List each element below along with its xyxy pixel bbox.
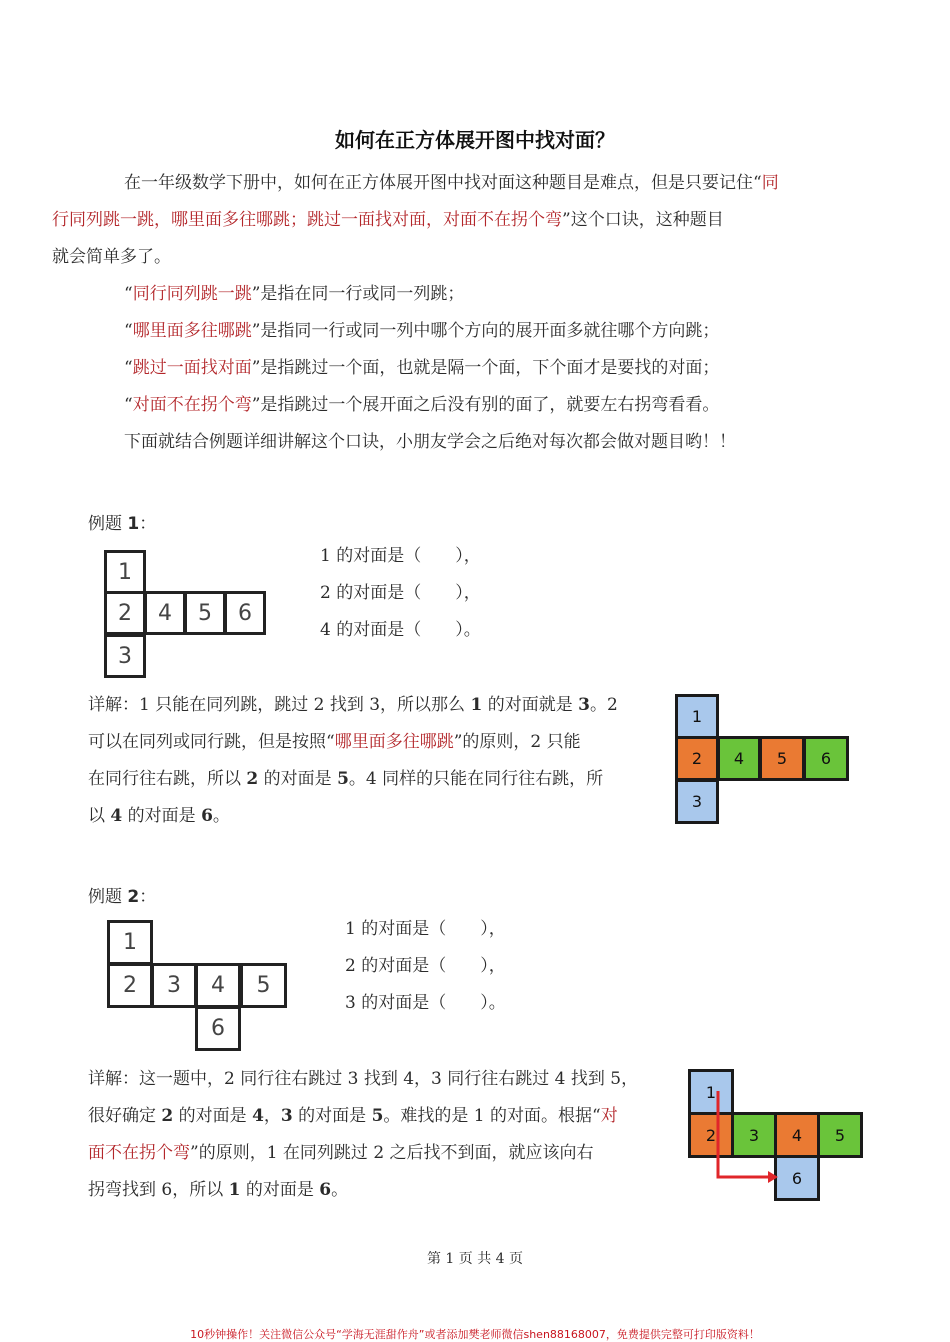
- promo-banner: 10秒钟操作！关注微信公众号“学海无涯甜作舟”或者添加樊老师微信shen88168007，免费提供完整可打印版资料！: [190, 1328, 760, 1341]
- rule-list: [124, 276, 904, 461]
- net-cell: 2: [104, 591, 146, 635]
- rule-line: “跳过一面找对面”是指跳过一个面，也就是隔一个面，下个面才是要找的对面；: [124, 358, 720, 378]
- colored-cell: 3: [731, 1112, 777, 1158]
- intro-text: 就会简单多了。: [52, 247, 171, 267]
- question-line: 3 的对面是（ ）。: [345, 993, 506, 1013]
- example2-cube-net: [107, 920, 289, 1051]
- net-cell: 1: [104, 550, 146, 594]
- rhyme-text: 行同列跳一跳，哪里面多往哪跳；跳过一面找对面，对面不在拐个弯: [52, 210, 562, 230]
- net-cell: 3: [151, 963, 197, 1008]
- example2-explanation: 详解：这一题中，2 同行往右跳过 3 找到 4，3 同行往右跳过 4 找到 5， 很好确定 2 的对面是 4，3 的对面是 5。难找的是 1 的对面。根据“对 面不在拐个弯”的原则，1 在同列跳过 2 之后找不到面，就应该向右 拐弯找到 6，所以 1 的对面是 6。: [88, 1069, 639, 1200]
- colored-cell: 6: [803, 736, 849, 781]
- colored-cell: 4: [717, 736, 761, 781]
- rule-line: “哪里面多往哪跳”是指同一行或同一列中哪个方向的展开面多就往哪个方向跳；: [124, 321, 720, 341]
- example2-label: 例题 2：: [88, 887, 157, 907]
- colored-cell: 5: [759, 736, 805, 781]
- rule-key: 哪里面多往哪跳: [132, 321, 252, 341]
- colored-cell: 4: [774, 1112, 820, 1158]
- colored-cell: 1: [675, 694, 719, 739]
- rule-key: 跳过一面找对面: [132, 358, 252, 378]
- net-cell: 6: [195, 1006, 241, 1051]
- page-footer: 第 1 页 共 4 页: [426, 1251, 524, 1267]
- turn-arrow-icon: [688, 1069, 864, 1201]
- colored-cell: 1: [688, 1069, 734, 1115]
- rule-line: “同行同列跳一跳”是指在同一行或同一列跳；: [124, 284, 465, 304]
- question-line: 2 的对面是（ ），: [345, 956, 506, 976]
- net-cell: 2: [107, 963, 153, 1008]
- example2-questions: [345, 911, 506, 1022]
- example1-cube-net: [104, 550, 266, 680]
- intro-paragraph: [52, 165, 868, 276]
- net-cell: 5: [240, 963, 287, 1008]
- question-line: 1 的对面是（ ），: [345, 919, 506, 939]
- net-cell: 3: [104, 634, 146, 678]
- rhyme-text: 同: [761, 173, 779, 193]
- rule-key: 同行同列跳一跳: [132, 284, 252, 304]
- example1-explanation: 详解：1 只能在同列跳，跳过 2 找到 3，所以那么 1 的对面就是 3。2 可以在同列或同行跳，但是按照“哪里面多往哪跳”的原则，2 只能 在同行往右跳，所以 2 的对面是 5。4 同样的只能在同行往右跳，所 以 4 的对面是 6。: [88, 695, 618, 826]
- closing-line: 下面就结合例题详细讲解这个口诀，小朋友学会之后绝对每次都会做对题目哟！！: [124, 432, 736, 452]
- net-cell: 4: [195, 963, 241, 1008]
- question-line: 1 的对面是（ ），: [320, 546, 481, 566]
- net-cell: 5: [184, 591, 226, 635]
- colored-cell: 2: [675, 736, 719, 781]
- intro-text: 在一年级数学下册中，如何在正方体展开图中找对面这种题目是难点，但是只要记住“: [124, 173, 762, 193]
- question-line: 4 的对面是（ ）。: [320, 620, 481, 640]
- rule-line: “对面不在拐个弯”是指跳过一个展开面之后没有别的面了，就要左右拐弯看看。: [124, 395, 720, 415]
- question-line: 2 的对面是（ ），: [320, 583, 481, 603]
- example2-colored-net: [688, 1069, 864, 1201]
- net-cell: 1: [107, 920, 153, 965]
- example1-questions: [320, 538, 481, 649]
- colored-cell: 6: [774, 1155, 820, 1201]
- rule-key: 对面不在拐个弯: [132, 395, 252, 415]
- colored-cell: 3: [675, 779, 719, 824]
- example1-colored-net: [675, 694, 851, 824]
- colored-cell: 5: [817, 1112, 863, 1158]
- net-cell: 4: [144, 591, 186, 635]
- page-title: 如何在正方体展开图中找对面？: [335, 128, 615, 152]
- example1-label: 例题 1：: [88, 514, 157, 534]
- intro-text: ”这个口诀，这种题目: [562, 210, 724, 230]
- net-cell: 6: [224, 591, 266, 635]
- colored-cell: 2: [688, 1112, 734, 1158]
